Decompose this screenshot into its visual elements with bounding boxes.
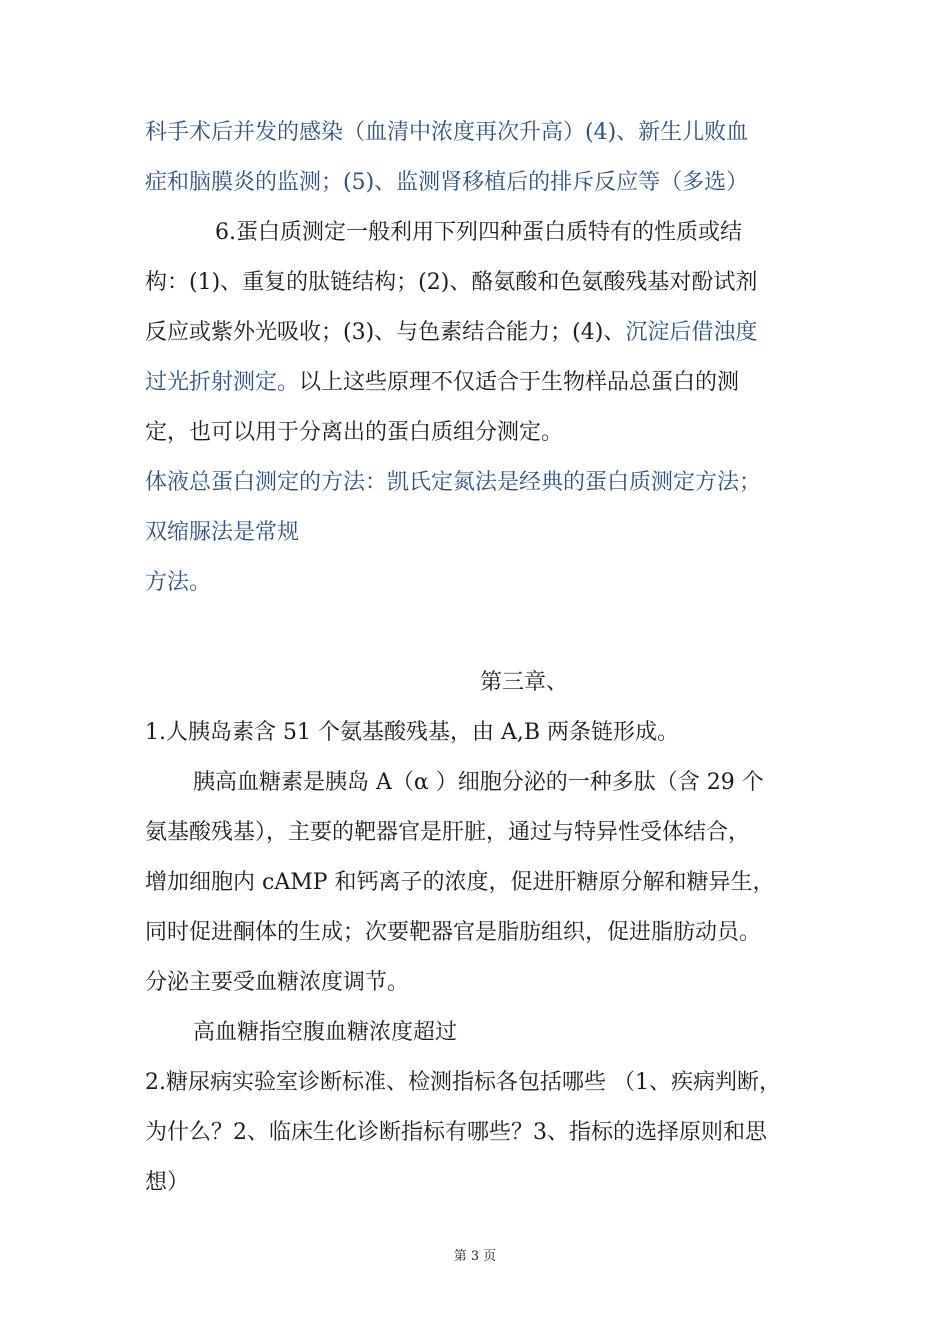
paragraph-line: 想）	[145, 1170, 190, 1195]
paragraph-line: 体液总蛋白测定的方法：凯氏定氮法是经典的蛋白质测定方法；	[145, 470, 762, 495]
paragraph-line: 症和脑膜炎的监测；(5)、监测肾移植后的排斥反应等（多选）	[145, 170, 749, 195]
paragraph-line: 高血糖指空腹血糖浓度超过	[193, 1020, 458, 1045]
paragraph-line: 2.糖尿病实验室诊断标准、检测指标各包括哪些 （1、疾病判断，	[145, 1070, 781, 1095]
paragraph-line: 科手术后并发的感染（血清中浓度再次升高）(4)、新生儿败血	[145, 120, 749, 145]
highlighted-text: 过光折射测定。	[145, 370, 300, 395]
paragraph-line: 氨基酸残基），主要的靶器官是肝脏，通过与特异性受体结合，	[145, 820, 751, 845]
paragraph-line: 分泌主要受血糖浓度调节。	[145, 970, 410, 995]
paragraph-line: 方法。	[145, 570, 212, 595]
paragraph-line: 定，也可以用于分离出的蛋白质组分测定。	[145, 420, 564, 445]
paragraph-text: 反应或紫外光吸收；(3)、与色素结合能力；(4)、	[145, 320, 626, 345]
page-number: 第 3 页	[453, 1249, 497, 1264]
paragraph-line	[145, 368, 739, 398]
paragraph-line: 6.蛋白质测定一般利用下列四种蛋白质特有的性质或结	[215, 220, 742, 245]
highlighted-text: 沉淀后借浊度	[625, 320, 758, 345]
paragraph-line: 构：(1)、重复的肽链结构；(2)、酪氨酸和色氨酸残基对酚试剂	[145, 270, 758, 295]
paragraph-line: 1.人胰岛素含 51 个氨基酸残基，由 A,B 两条链形成。	[145, 720, 680, 745]
paragraph-line	[145, 318, 757, 348]
paragraph-text: 以上这些原理不仅适合于生物样品总蛋白的测	[299, 370, 740, 395]
paragraph-line: 增加细胞内 cAMP 和钙离子的浓度，促进肝糖原分解和糖异生，	[145, 870, 775, 895]
paragraph-line: 为什么？2、临床生化诊断指标有哪些？3、指标的选择原则和思	[145, 1120, 767, 1145]
paragraph-line: 胰高血糖素是胰岛 A（α ）细胞分泌的一种多肽（含 29 个	[193, 770, 764, 795]
paragraph-line: 双缩脲法是常规	[145, 520, 300, 545]
paragraph-line: 同时促进酮体的生成；次要靶器官是脂肪组织，促进脂肪动员。	[145, 920, 762, 945]
chapter-title: 第三章、	[480, 670, 569, 695]
